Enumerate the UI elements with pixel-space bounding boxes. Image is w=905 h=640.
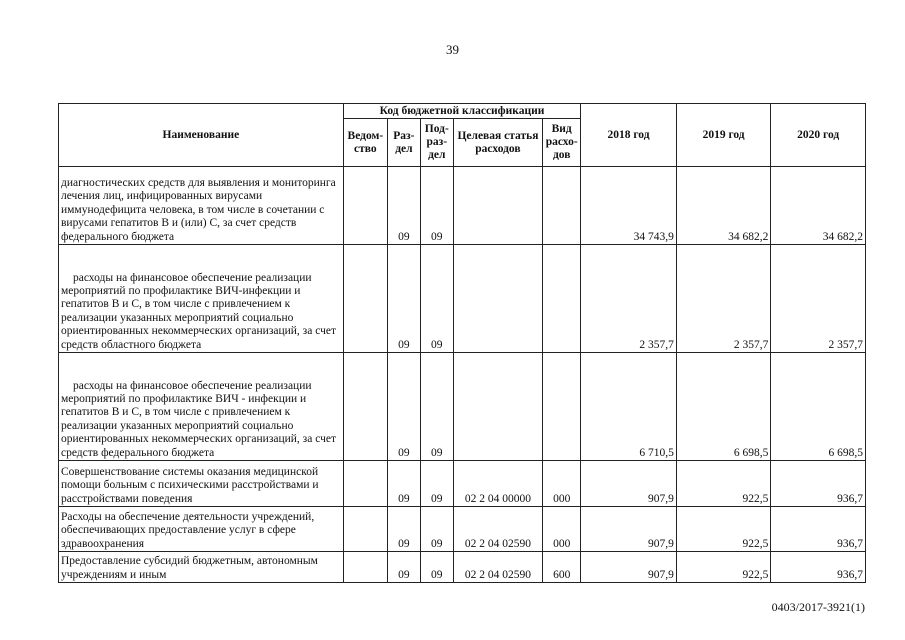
header-tselevaya-text: Целевая статья расходов (457, 129, 539, 155)
row-2020: 936,7 (771, 461, 866, 507)
row-vid: 600 (543, 552, 581, 583)
row-vedomstvo (343, 245, 387, 353)
budget-table (58, 103, 866, 583)
header-vid-text: Вид расхо-дов (545, 123, 578, 161)
row-vid: 000 (543, 507, 581, 552)
row-2018: 34 743,9 (581, 167, 677, 245)
header-tselevaya (453, 119, 542, 167)
header-razdel-text: Раз-дел (393, 129, 415, 155)
row-2019: 34 682,2 (676, 167, 771, 245)
row-vid: 000 (543, 461, 581, 507)
row-tselevaya: 02 2 04 02590 (453, 507, 542, 552)
table-row (59, 461, 866, 507)
header-2018: 2018 год (581, 104, 677, 167)
header-name: Наименование (59, 104, 344, 167)
page-number: 39 (446, 42, 459, 57)
row-razdel: 09 (387, 507, 420, 552)
row-name-text: расходы на финансовое обеспечение реализации мероприятий по профилактике ВИЧ - инфекции и гепатитов B и C, в том числе с привлечением к реализации указанных мероприятий социально ориентированных некоммерческих организаций, за счет средств федерального бюджета (61, 379, 336, 459)
row-2019: 2 357,7 (676, 245, 771, 353)
row-2019: 922,5 (676, 507, 771, 552)
row-name: диагностических средств для выявления и мониторинга лечения лиц, инфицированных вирусами иммунодефицита человека, в том числе в сочетании с вирусами гепатитов B и (или) C, за счет средств федерального бюджета (59, 167, 344, 245)
document-code: 0403/2017-3921(1) (771, 600, 865, 614)
row-name: Совершенствование системы оказания медицинской помощи больным с психическими расстройствами и расстройствами поведения (59, 461, 344, 507)
row-name (59, 353, 344, 461)
header-podrazdel-text: Под-раз-дел (424, 123, 449, 161)
table-row (59, 167, 866, 245)
row-name: Предоставление субсидий бюджетным, автономным учреждениям и иным (59, 552, 344, 583)
table-row (59, 353, 866, 461)
row-vid (543, 353, 581, 461)
header-vid (543, 119, 581, 167)
row-tselevaya: 02 2 04 02590 (453, 552, 542, 583)
row-tselevaya: 02 2 04 00000 (453, 461, 542, 507)
header-code-group: Код бюджетной классификации (343, 104, 580, 119)
row-name-text: расходы на финансовое обеспечение реализации мероприятий по профилактике ВИЧ-инфекции и гепатитов B и C, в том числе с привлечением к реализации указанных мероприятий социально ориентированных некоммерческих организаций, за счет средств областного бюджета (61, 271, 336, 351)
row-razdel: 09 (387, 167, 420, 245)
header-vedomstvo (343, 119, 387, 167)
row-podrazdel: 09 (420, 461, 453, 507)
row-podrazdel: 09 (420, 245, 453, 353)
row-podrazdel: 09 (420, 507, 453, 552)
row-podrazdel: 09 (420, 353, 453, 461)
row-razdel: 09 (387, 552, 420, 583)
row-vid (543, 167, 581, 245)
row-2018: 6 710,5 (581, 353, 677, 461)
row-2020: 2 357,7 (771, 245, 866, 353)
row-vedomstvo (343, 461, 387, 507)
row-2018: 907,9 (581, 552, 677, 583)
row-razdel: 09 (387, 245, 420, 353)
header-2020: 2020 год (771, 104, 866, 167)
row-name: Расходы на обеспечение деятельности учреждений, обеспечивающих предоставление услуг в сфере здравоохранения (59, 507, 344, 552)
row-2019: 922,5 (676, 552, 771, 583)
row-2019: 6 698,5 (676, 353, 771, 461)
row-2020: 936,7 (771, 552, 866, 583)
table-row (59, 245, 866, 353)
row-2020: 34 682,2 (771, 167, 866, 245)
row-razdel: 09 (387, 353, 420, 461)
row-2019: 922,5 (676, 461, 771, 507)
row-tselevaya (453, 353, 542, 461)
row-tselevaya (453, 245, 542, 353)
row-2018: 907,9 (581, 507, 677, 552)
row-2018: 907,9 (581, 461, 677, 507)
row-vedomstvo (343, 167, 387, 245)
row-vid (543, 245, 581, 353)
header-2019: 2019 год (676, 104, 771, 167)
row-2020: 6 698,5 (771, 353, 866, 461)
table-row (59, 552, 866, 583)
row-2018: 2 357,7 (581, 245, 677, 353)
header-vedomstvo-text: Ведом-ство (347, 129, 384, 155)
row-vedomstvo (343, 507, 387, 552)
row-podrazdel: 09 (420, 167, 453, 245)
table-row (59, 507, 866, 552)
row-2020: 936,7 (771, 507, 866, 552)
row-vedomstvo (343, 353, 387, 461)
row-tselevaya (453, 167, 542, 245)
row-vedomstvo (343, 552, 387, 583)
header-razdel (387, 119, 420, 167)
row-name (59, 245, 344, 353)
row-razdel: 09 (387, 461, 420, 507)
header-podrazdel (420, 119, 453, 167)
row-podrazdel: 09 (420, 552, 453, 583)
